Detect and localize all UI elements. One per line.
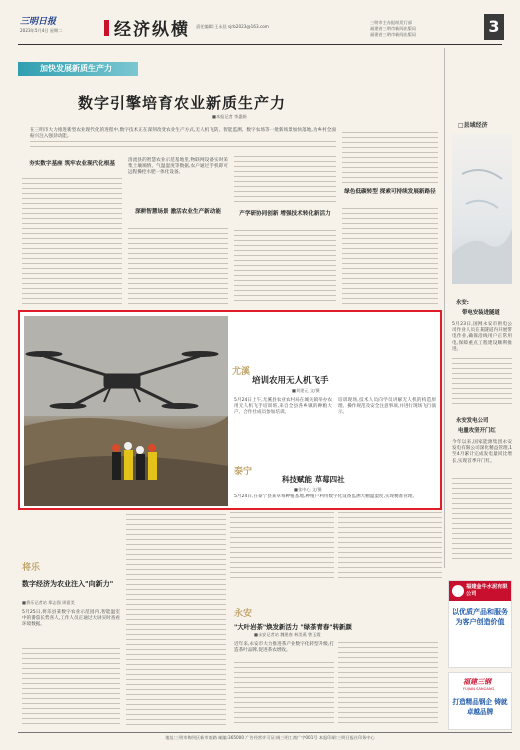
- bottom-mid-col1: [234, 662, 334, 726]
- bottom-left-col2: [126, 514, 226, 726]
- lead-col3-text-a: [234, 156, 336, 206]
- bottom-left-byline: ■将乐记者站 郑志强 周嘉美: [22, 600, 75, 605]
- photo-headline-mid: 科技赋能 草莓四社: [282, 475, 345, 484]
- ad-sangang-company: 福建三钢: [463, 678, 491, 686]
- lead-col4-text-a: [342, 132, 438, 184]
- lead-col2-text: [128, 228, 228, 304]
- sidebar-item2-body: 今年以来,国家能源集团永安发电有限公司深化精益管理,1至4月累计完成发电量同比增长,实现首季开门红。: [452, 440, 512, 464]
- bottom-left-label: 将乐: [22, 563, 41, 573]
- ad-jinniu-header: [449, 581, 511, 601]
- sidebar-divider: [444, 48, 445, 568]
- sidebar-item2-sub: 电量攻坚开门红: [458, 428, 496, 434]
- sidebar-item1-lines: [452, 358, 512, 406]
- lead-col3-text-b: [234, 230, 336, 304]
- lead-body: 清流县的智慧农业示范基地里,物联网设备实时采集土壤墒情、气温湿度等数据,农户通过手机即可远程操控水肥一体化设备。: [128, 158, 228, 176]
- banner-text: 加快发展新质生产力: [40, 64, 112, 73]
- bottom-mid-label: 永安: [234, 609, 253, 619]
- sidebar-item1-title: 永安:: [456, 300, 469, 306]
- bottom-left-body: 5月25日,将乐县某数字农业示范园内,智能温室中的番茄长势喜人,工作人员正通过大屏实时查看环境数据。: [22, 610, 120, 628]
- page-number: 3: [484, 14, 504, 40]
- lead-col4-text-b: [342, 208, 438, 304]
- bottom-mid-body: 近年来,永安市大力推进茶产业数字化转型升级,打造茶叶品牌,促进茶农增收。: [234, 642, 334, 654]
- editor-info: 责任编辑:王永佳 sjrb2023@163.com: [196, 24, 269, 29]
- sidebar-item1-sub: 带电安装进隧道: [462, 310, 500, 316]
- lead-intro: 在三明市大力推进新型农业现代化的进程中,数字技术正在深刻改变农业生产方式,无人机飞防、智能监测、数字农场等一批新场景加快落地,为乡村全面振兴注入强劲动能。: [30, 128, 336, 140]
- bottom-mid-col2: [338, 642, 438, 726]
- masthead: [18, 14, 508, 46]
- subhead-4: 绿色低碳转型 探索可持续发展新路径: [344, 189, 436, 195]
- contact-line-3: 福建省三明市新闻出版局: [370, 32, 417, 37]
- ad-sangang: [448, 672, 512, 730]
- photo-headline-top: 培训农用无人机飞手: [252, 376, 329, 386]
- ad-jinniu-company: 福建金牛水泥有限公司: [466, 584, 508, 597]
- masthead-logo: 三明日报: [20, 17, 57, 27]
- photo-byline-mid: ■张中心 文/摄: [294, 487, 322, 492]
- ad-sangang-sub: FUJIAN SANGANG: [463, 687, 495, 691]
- ad-sangang-slogan: 打造精品钢企 铸就卓越品牌: [452, 698, 508, 716]
- ad-jinniu-slogan: 以优质产品和服务 为客户创造价值: [452, 608, 508, 626]
- footer-rule: [18, 732, 512, 733]
- photo-byline-top: ■刘建元 文/摄: [292, 388, 320, 393]
- sidebar-image: [452, 134, 512, 284]
- ad-jinniu-logo-icon: [452, 585, 464, 597]
- photo-body-mid: 5月24日,在泰宁县某草莓种植基地,种植户利用数字化设备监测大棚温湿度,实现精准管理。: [234, 494, 418, 499]
- photo-label-mid: 泰宁: [234, 467, 253, 477]
- contact-line-2: 福建省三明市新闻出版局: [370, 26, 417, 31]
- below-photo-col-b: [338, 512, 442, 578]
- photo-body-top-a: 5月24日上午,尤溪县农业农村局在城关镇举办农用无人机飞手培训班,来自全县各乡镇的种粮大户、合作社成员参加培训。: [234, 398, 332, 416]
- contact-line-1: 三明市主办报纸发行部: [370, 20, 412, 25]
- masthead-rule: [18, 44, 502, 45]
- photo-feature: [18, 310, 442, 510]
- subhead-2: 深耕智慧场景 激活农业生产新动能: [135, 209, 221, 215]
- sidebar-item1-body: 5月23日,国网永安市供电公司作业人员在某隧道内开展带电作业,确保沿线用户正常用电,保障重点工程建设顺利推进。: [452, 322, 512, 352]
- sidebar-item2-title: 永安发电公司: [456, 418, 489, 424]
- photo-label-top: 尤溪: [232, 367, 251, 377]
- lead-col1-text: [22, 178, 122, 304]
- photo-body-top-b: 培训现场,技术人员向学员讲解无人机的构造原理、操作规范及安全注意事项,并进行现场飞行演示。: [338, 398, 436, 416]
- sidebar-column-title: □县域经济: [458, 122, 488, 129]
- masthead-date: 2023年5月4日 星期二: [20, 28, 63, 33]
- sidebar-item2-lines: [452, 478, 512, 560]
- drone-photo: [24, 316, 228, 506]
- bottom-mid-headline: "大叶岩茶"焕发新活力 "绿茶青春"转新颜: [234, 623, 352, 631]
- lead-byline: ■本报记者 李惠娟: [212, 114, 247, 119]
- below-photo-col-a: [230, 512, 334, 578]
- lead-headline: 数字引擎培育农业新质生产力: [78, 94, 287, 112]
- subhead-3: 产学研协同创新 增强技术转化新活力: [239, 211, 331, 217]
- lead-intro-lines: [30, 141, 336, 151]
- bottom-left-headline: 数字经济为农业注入"向新力": [22, 580, 114, 588]
- bottom-mid-byline: ■永安记者站 魏建春 林美燕 曾玉霞: [254, 632, 321, 637]
- section-title: 经济纵横: [114, 20, 190, 40]
- subhead-1: 夯实数字基座 筑牢农业现代化根基: [29, 161, 115, 167]
- masthead-red-bar: [104, 20, 109, 36]
- banner: [18, 62, 138, 76]
- bottom-left-col1: [22, 648, 120, 726]
- footer-text: 地址:三明市梅列区新市南路 邮编:365000 广告经营许可证:闽三明工商广字001号 本报印刷:三明日报社印务中心: [165, 735, 375, 740]
- ad-jinniu: [448, 580, 512, 668]
